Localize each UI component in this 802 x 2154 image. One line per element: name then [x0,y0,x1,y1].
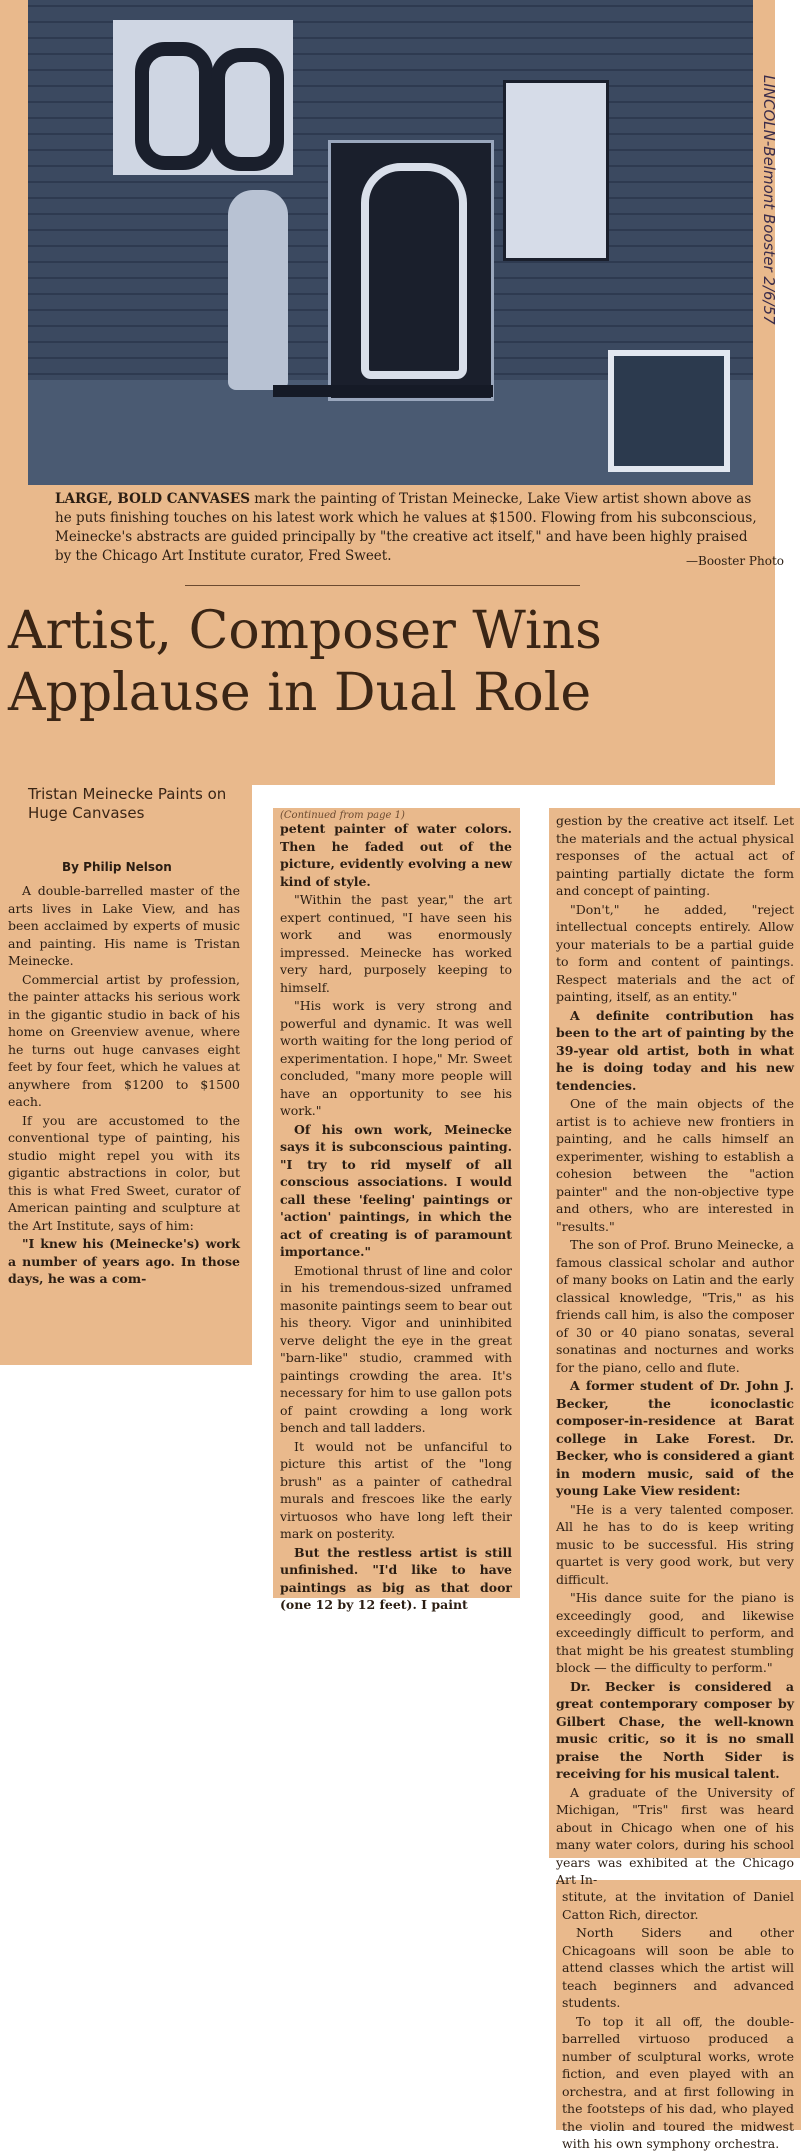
artist-studio-photo [28,0,753,485]
article-paragraph: A graduate of the University of Michigan, "Tris" first was heard about in Chicago when one of his many water colors, during his school years was exhibited at the Chicago Art In- [556,1784,794,1887]
photo-work-bench [273,385,493,397]
article-paragraph: A former student of Dr. John J. Becker, the iconoclastic composer-in-residence at Barat college in Lake Forest. Dr. Becker, who is considered a giant in modern music, said of the young Lake View resident: [556,1378,794,1498]
article-column-middle [280,820,512,1615]
article-paragraph: stitute, at the invitation of Daniel Catton Rich, director. [562,1889,794,1922]
caption-text: mark the painting of Tristan Meinecke, Lake View artist shown above as he puts finishing touches on his latest work which he values at $1500. Flowing from his subconscious, Meinecke's abstracts are guided principally by "the creative act itself," and have been highly praised by the Chicago Art Institute curator, Fred Sweet. [55,491,757,564]
article-column-right [556,812,794,1890]
article-paragraph: The son of Prof. Bruno Meinecke, a famous classical scholar and author of many books on Latin and the early classical knowledge, "Tris," as his friends call him, is also the composer of 30 or 40 piano sonatas, several sonatinas and nocturnes and works for the piano, cello and flute. [556,1237,794,1375]
article-paragraph: Dr. Becker is considered a great contemporary composer by Gilbert Chase, the well-known music critic, so it is no small praise the North Sider is receiving for his musical talent. [556,1678,794,1781]
article-paragraph: But the restless artist is still unfinished. "I'd like to have paintings as big as that door (one 12 by 12 feet). I paint [280,1544,512,1612]
article-column-left [8,882,240,1289]
article-paragraph: One of the main objects of the artist is to achieve new frontiers in painting, and he calls himself an experimenter, wishing to establish a cohesion between the "action painter" and the non-objective type and others, who are interested in "results." [556,1096,794,1234]
article-paragraph: If you are accustomed to the conventional type of painting, his studio might repel you with its gigantic abstractions in color, but this is what Fred Sweet, curator of American painting and sculpture at the Art Institute, says of him: [8,1112,240,1233]
byline: By Philip Nelson [62,860,172,874]
headline: Artist, Composer Wins Applause in Dual Role [8,601,602,723]
article-paragraph: "His dance suite for the piano is exceedingly good, and likewise exceedingly difficult to perform, and that might be his greatest stumbling block — the difficulty to perform." [556,1590,794,1675]
article-paragraph: A definite contribution has been to the art of painting by the 39-year old artist, both in what he is doing today and his new tendencies. [556,1007,794,1093]
article-paragraph: Commercial artist by profession, the painter attacks his serious work in the gigantic studio in back of his home on Greenview avenue, where he turns out huge canvases eight feet by four feet, which he values at anywhere from $1200 to $1500 each. [8,971,240,1109]
photo-abstract-painting [113,20,293,175]
caption-lead: LARGE, BOLD CANVASES [55,491,250,507]
article-paragraph: petent painter of water colors. Then he faded out of the picture, evidently evolving a new kind of style. [280,821,512,889]
photo-hanging-painting [503,80,609,261]
photo-framed-painting [608,350,730,472]
handwritten-source-label: LINCOLN-Belmont Booster 2/6/57 [760,75,778,325]
subheadline: Tristan Meinecke Paints on Huge Canvases [28,785,227,822]
article-paragraph: "Within the past year," the art expert continued, "I have seen his work and was enormously impressed. Meinecke has worked very hard, purposely keeping to himself. [280,892,512,995]
article-paragraph: Emotional thrust of line and color in his tremendous-sized unframed masonite paintings seem to bear out his theory. Vigor and uninhibited verve delight the eye in the great "barn-like" studio, crammed with paintings crowding the area. It's necessary for him to use gallon pots of paint crowding a long work bench and tall ladders. [280,1262,512,1435]
photo-caption [55,490,765,566]
photo-painter-figure [228,190,288,390]
article-paragraph: "Don't," he added, "reject intellectual concepts entirely. Allow your materials to be a partial guide to form and content of paintings. Respect materials and the act of painting, itself, as an entity." [556,901,794,1004]
article-paragraph: gestion by the creative act itself. Let the materials and the actual physical responses of the actual act of painting partially dictate the form and concept of painting. [556,813,794,898]
caption-divider [185,585,580,586]
photo-credit: —Booster Photo [686,554,784,568]
article-paragraph: "His work is very strong and powerful and dynamic. It was well worth waiting for the long period of experimentation. I hope," Mr. Sweet concluded, "many more people will have an opportunity to see his work." [280,998,512,1118]
jump-line: (Continued from page 1) [280,810,405,821]
article-paragraph: "He is a very talented composer. All he has to do is keep writing music to be successful. His string quartet is very good work, but very difficult. [556,1501,794,1587]
article-paragraph: To top it all off, the double-barrelled virtuoso produced a number of sculptural works, wrote fiction, and even played with an orchestra, and at first following in the footsteps of his dad, who played the violin and toured the midwest with his own symphony orchestra. [562,2013,794,2151]
article-paragraph: North Siders and other Chicagoans will soon be able to attend classes which the artist will teach beginners and advanced students. [562,1925,794,2010]
article-paragraph: It would not be unfanciful to picture this artist of the "long brush" as a painter of cathedral murals and frescoes like the early virtuosos who have long left their mark on posterity. [280,1438,512,1541]
photo-large-canvas [328,140,494,401]
article-paragraph: Of his own work, Meinecke says it is subconscious painting. "I try to rid myself of all conscious associations. I would call these 'feeling' paintings or 'action' paintings, in which the act of creating is of paramount importance." [280,1121,512,1259]
article-paragraph: "I knew his (Meinecke's) work a number of years ago. In those days, he was a com- [8,1236,240,1286]
article-paragraph: A double-barrelled master of the arts lives in Lake View, and has been acclaimed by experts of music and painting. His name is Tristan Meinecke. [8,883,240,968]
article-column-bottom [562,1888,794,2154]
